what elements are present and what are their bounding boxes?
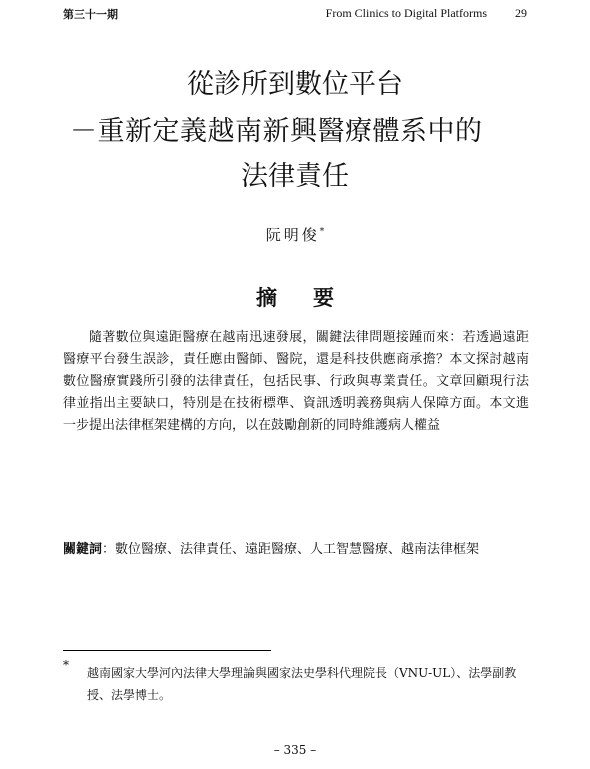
issue-label: 第三十一期 [63,8,118,21]
abstract-heading: 摘要 [256,286,370,310]
footnote-text: 越南國家大學河內法律大學理論與國家法史學科代理院長（VNU-UL）、法學副教授、法學博士。 [87,666,517,702]
title-line-2: －重新定義越南新興醫療體系中的 [70,116,483,147]
footnote-marker: * [63,658,69,672]
journal-title: From Clinics to Digital Platforms [325,6,487,20]
page-folio: – 335 – [273,743,317,757]
keywords-line [63,538,533,557]
author-footnote-marker: * [319,227,325,237]
running-page-number: 29 [515,6,527,20]
keywords-list: 數位醫療、法律責任、遠距醫療、人工智慧醫療、越南法律框架 [115,542,480,557]
abstract-body: 隨著數位與遠距醫療在越南迅速發展，關鍵法律問題接踵而來：若透過遠距醫療平台發生誤診，責任應由醫師、醫院，還是科技供應商承擔？本文探討越南數位醫療實踐所引發的法律責任，包括民事、行政與專業責任。文章回顧現行法律並指出主要缺口，特別是在技術標準、資訊透明義務與病人保障方面。本文進一步提出法律框架建構的方向，以在鼓勵創新的同時維護病人權益 [63,330,529,433]
keywords-label: 關鍵詞 [63,542,103,557]
title-line-1: 從診所到數位平台 [187,69,403,100]
footnote-divider [63,650,271,651]
title-line-3: 法律責任 [241,161,349,192]
running-head [63,6,527,24]
author-name: 阮明俊 [265,226,320,244]
keywords-separator: ： [102,542,116,557]
author-byline [0,224,590,245]
